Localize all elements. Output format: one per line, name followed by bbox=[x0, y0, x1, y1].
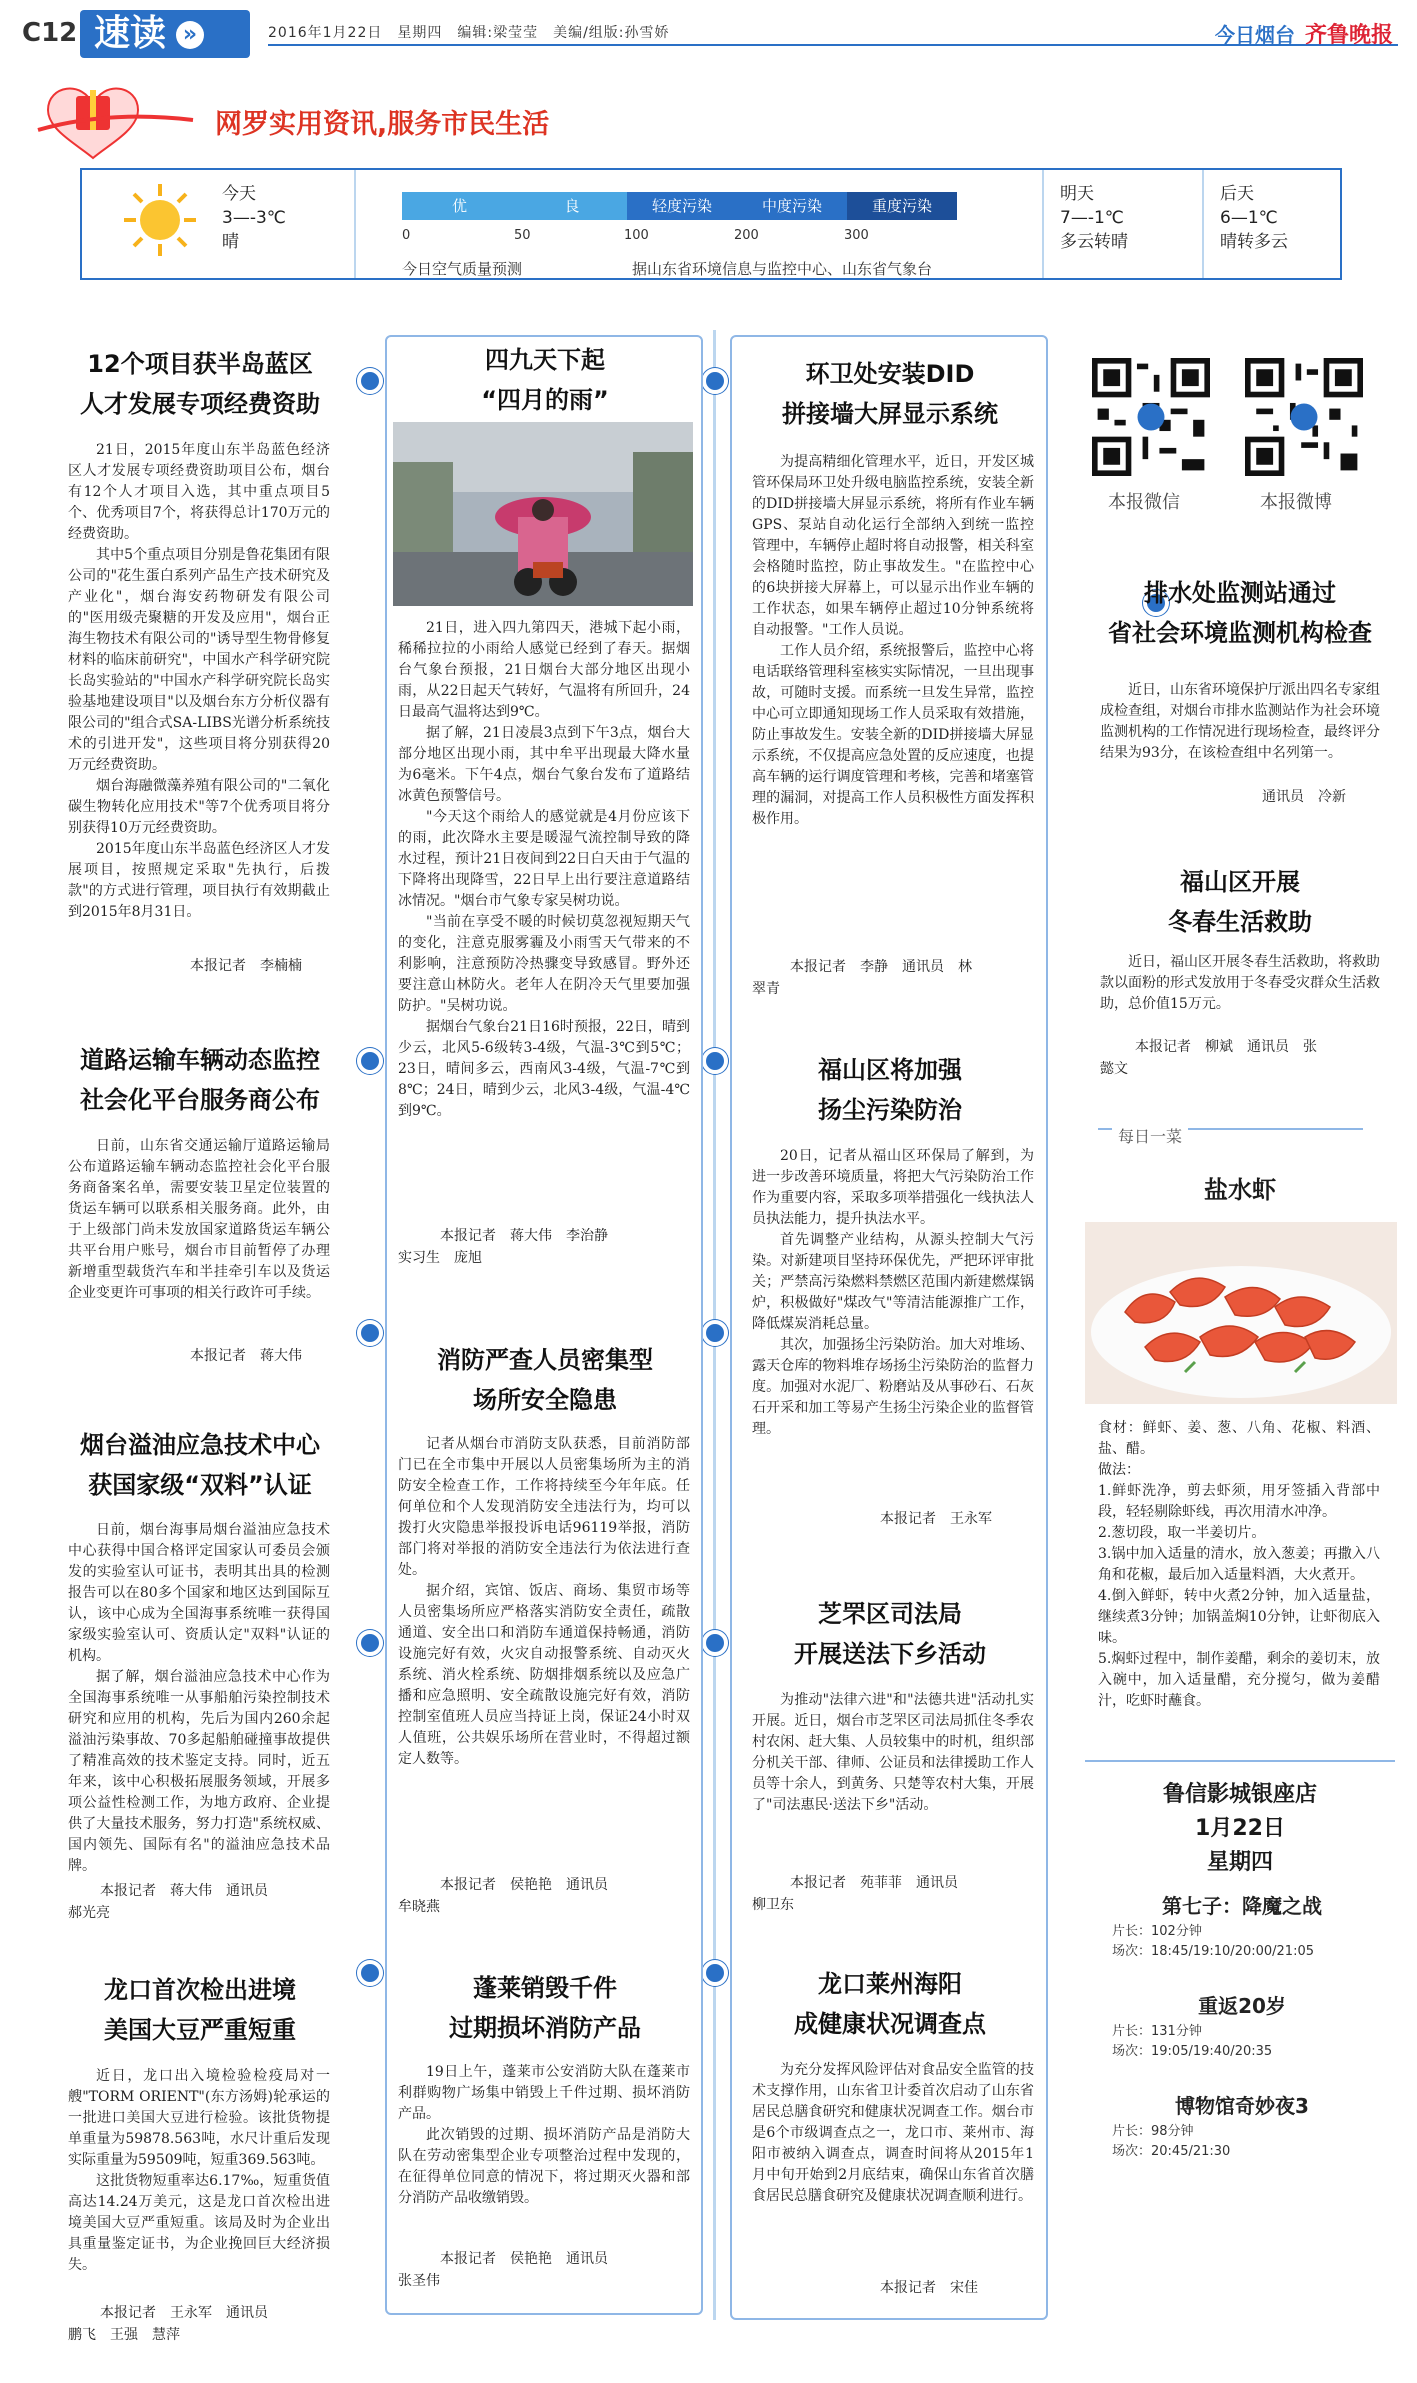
aqi-num: 100 bbox=[624, 228, 649, 243]
byline: 柳卫东 bbox=[752, 1897, 794, 1913]
weibo-qr-code bbox=[1245, 358, 1363, 476]
weather-divider bbox=[1202, 170, 1204, 278]
aqi-bar-light: 轻度污染 bbox=[627, 192, 737, 220]
cinema-rule bbox=[1085, 1760, 1395, 1762]
film-length: 片长：131分钟 bbox=[1112, 2024, 1202, 2039]
dish-step: 1.鲜虾洗净，剪去虾须，用牙签插入背部中段，轻轻剔除虾线，再次用清水冲净。 bbox=[1098, 1483, 1380, 1520]
byline: 本报记者 蒋大伟 李治静 bbox=[440, 1228, 608, 1244]
today-weather bbox=[222, 182, 286, 290]
aqi-bar-good: 良 bbox=[517, 192, 627, 220]
headline: 芝罘区司法局 开展送法下乡活动 bbox=[794, 1600, 986, 1668]
heart-gift-icon bbox=[28, 70, 198, 160]
shrimp-photo bbox=[1085, 1222, 1397, 1404]
headline: 龙口首次检出进境 美国大豆严重短重 bbox=[104, 1976, 296, 2044]
timeline-dot bbox=[702, 1960, 728, 1986]
issue-info: 2016年1月22日 星期四 编辑:梁莹莹 美编/组版:孙雪娇 bbox=[268, 25, 670, 41]
byline: 实习生 庞旭 bbox=[398, 1250, 482, 1266]
film-title: 博物馆奇妙夜3 bbox=[1175, 2094, 1309, 2118]
aqi-num: 200 bbox=[734, 228, 759, 243]
byline: 本报记者 蒋大伟 通讯员 bbox=[100, 1883, 268, 1899]
timeline-dot bbox=[702, 1320, 728, 1346]
after-label: 后天 bbox=[1220, 184, 1254, 204]
header-right bbox=[1215, 18, 1393, 49]
film-item bbox=[1112, 1990, 1372, 2062]
aqi-num: 50 bbox=[514, 228, 531, 243]
headline: 四九天下起 “四月的雨” bbox=[481, 346, 609, 414]
rain-photo bbox=[393, 422, 693, 606]
headline: 福山区将加强 扬尘污染防治 bbox=[818, 1056, 962, 1124]
tomorrow-label: 明天 bbox=[1060, 184, 1094, 204]
cinema-weekday: 星期四 bbox=[1206, 1850, 1273, 1875]
headline: 烟台溢油应急技术中心 获国家级“双料”认证 bbox=[80, 1431, 320, 1499]
headline: 蓬莱销毁千件 过期损坏消防产品 bbox=[449, 1974, 641, 2042]
weather-divider bbox=[1042, 170, 1044, 278]
byline: 本报记者 李楠楠 bbox=[190, 958, 302, 974]
film-title: 重返20岁 bbox=[1198, 1994, 1286, 2018]
section-logo bbox=[80, 10, 250, 58]
today-label: 今天 bbox=[222, 184, 256, 204]
edition-label: 今日烟台 bbox=[1214, 23, 1295, 47]
aqi-bar-heavy: 重度污染 bbox=[847, 192, 957, 220]
byline: 懿文 bbox=[1100, 1061, 1128, 1077]
dish-step: 3.锅中加入适量的清水，放入葱姜；再撒入八角和花椒，最后加入适量料酒，大火煮开。 bbox=[1098, 1546, 1380, 1583]
dish-recipe bbox=[1098, 1418, 1380, 1712]
today-temp: 3—-3℃ bbox=[222, 208, 286, 228]
section-name: 速读 bbox=[94, 13, 167, 54]
timeline-dot bbox=[357, 1960, 383, 1986]
weather-divider bbox=[354, 170, 356, 278]
paper-name: 齐鲁晚报 bbox=[1304, 23, 1393, 48]
byline: 本报记者 蒋大伟 bbox=[190, 1348, 302, 1364]
film-length: 片长：98分钟 bbox=[1112, 2124, 1194, 2139]
article-body: 近日，福山区开展冬春生活救助，将救助款以面粉的形式发放用于冬春受灾群众生活救助，总价值15万元。 bbox=[1100, 954, 1380, 1012]
byline: 本报记者 侯艳艳 通讯员 bbox=[440, 2251, 608, 2267]
byline: 鹏飞 王强 慧萍 bbox=[68, 2327, 180, 2343]
aqi-num: 0 bbox=[402, 228, 411, 243]
aqi-scale bbox=[402, 192, 962, 278]
after-desc: 晴转多云 bbox=[1220, 232, 1288, 252]
sun-icon bbox=[122, 182, 198, 258]
byline: 牟晓燕 bbox=[398, 1899, 440, 1915]
wechat-qr-code bbox=[1092, 358, 1210, 476]
article-body: 近日，龙口出入境检验检疫局对一艘"TORM ORIENT"(东方汤姆)轮承运的一批进口美国大豆进行检验。该批货物提单重量为59878.563吨，水尺计重后发现实际重量为59509吨，短重369.563吨。 这批货物短重率达6.17‰，短重货值高达14.24万美元，这是龙口首次检出进境美国大豆严重短重。该局及时为企业出具重量鉴定证书，为企业挽回巨大经济损失。 bbox=[68, 2068, 330, 2273]
article-body: 日前，山东省交通运输厅道路运输局公布道路运输车辆动态监控社会化平台服务商备案名单，需要安装卫星定位装置的货运车辆可以联系相关服务商。此外，由于上级部门尚未发放国家道路货运车辆公共平台用户账号，烟台市目前暂停了办理新增重型载货汽车和半挂牵引车以及货运企业变更许可事项的相关行政许可手续。 bbox=[68, 1138, 330, 1301]
wechat-label: 本报微信 bbox=[1108, 492, 1180, 513]
article-body: 19日上午，蓬莱市公安消防大队在蓬莱市利群购物广场集中销毁上千件过期、损坏消防产品。 此次销毁的过期、损坏消防产品是消防大队在劳动密集型企业专项整治过程中发现的，在征得单位同意的情况下，将过期灭火器和部分消防产品收缴销毁。 bbox=[398, 2064, 690, 2206]
aqi-num: 300 bbox=[844, 228, 869, 243]
weather-panel bbox=[80, 168, 1342, 280]
byline: 本报记者 王永军 bbox=[880, 1511, 992, 1527]
headline: 龙口莱州海阳 成健康状况调查点 bbox=[794, 1970, 986, 2038]
tomorrow-weather bbox=[1060, 182, 1128, 290]
dish-name: 盐水虾 bbox=[1204, 1176, 1276, 1204]
weibo-label: 本报微博 bbox=[1260, 492, 1332, 513]
after-temp: 6—1℃ bbox=[1220, 208, 1278, 228]
double-chevron-icon: » bbox=[176, 21, 204, 49]
today-desc: 晴 bbox=[222, 232, 239, 252]
article-body: 日前，烟台海事局烟台溢油应急技术中心获得中国合格评定国家认可委员会颁发的实验室认可证书，表明其出具的检测报告可以在80多个国家和地区达到国际互认，该中心成为全国海事系统唯一获得国家级实验室认可、资质认定"双料"认证的机构。 据了解，烟台溢油应急技术中心作为全国海事系统唯一从事船舶污染控制技术研究和应用的机构，先后为国内260余起溢油污染事故、70多起船舶碰撞事故提供了精准高效的技术鉴定支持。同时，近五年来，该中心积极拓展服务领域，开展多项公益性检测工作，为地方政府、企业提供了大量技术服务，努力打造"系统权威、国内领先、国际有名"的溢油应急技术品牌。 bbox=[68, 1522, 330, 1874]
headline: 福山区开展 冬春生活救助 bbox=[1168, 868, 1312, 936]
dish-ingredients: 食材：鲜虾、姜、葱、八角、花椒、料酒、盐、醋。 bbox=[1098, 1420, 1380, 1457]
film-times: 场次：18:45/19:10/20:00/21:05 bbox=[1112, 1944, 1314, 1959]
slogan: 网罗实用资讯,服务市民生活 bbox=[215, 109, 550, 140]
byline: 本报记者 侯艳艳 通讯员 bbox=[440, 1877, 608, 1893]
article-body: 为推动"法律六进"和"法德共进"活动扎实开展。近日，烟台市芝罘区司法局抓住冬季农村农闲、赶大集、人员较集中的时机，组织部分机关干部、律师、公证员和法律援助工作人员等十余人，到黄务、只楚等农村大集，开展了"司法惠民·送法下乡"活动。 bbox=[752, 1692, 1034, 1813]
byline: 本报记者 柳斌 通讯员 张 bbox=[1135, 1039, 1317, 1055]
byline: 张圣伟 bbox=[398, 2273, 440, 2289]
article-body: 20日，记者从福山区环保局了解到，为进一步改善环境质量，将把大气污染防治工作作为重要内容，采取多项举措强化一线执法人员执法能力，提升执法水平。 首先调整产业结构，从源头控制大气污染。对新建项目坚持环保优先，严把环评审批关；严禁高污染燃料禁燃区范围内新建燃煤锅炉，积极做好"煤改气"等清洁能源推广工作，降低煤炭消耗总量。 其次，加强扬尘污染防治。加大对堆场、露天仓库的物料堆存场扬尘污染防治的监督力度。加强对水泥厂、粉磨站及从事砂石、石灰石开采和加工等易产生扬尘污染企业的监督管理。 bbox=[752, 1148, 1034, 1437]
film-times: 场次：19:05/19:40/20:35 bbox=[1112, 2044, 1273, 2059]
article-body: 记者从烟台市消防支队获悉，目前消防部门已在全市集中开展以人员密集场所为主的消防安全检查工作，工作将持续至今年年底。任何单位和个人发现消防安全违法行为，均可以拨打火灾隐患举报投诉电话96119举报，消防部门将对举报的消防安全违法行为依法进行查处。 据介绍，宾馆、饭店、商场、集贸市场等人员密集场所应严格落实消防安全责任，疏散通道、安全出口和消防车通道保持畅通，消防设施完好有效，火灾自动报警系统、自动灭火系统、消火栓系统、防烟排烟系统以及应急广播和应急照明、安全疏散设施完好有效，消防控制室值班人员应当持证上岗，保证24小时双人值班，公共娱乐场所在营业时，不得超过额定人数等。 bbox=[398, 1436, 690, 1767]
film-length: 片长：102分钟 bbox=[1112, 1924, 1202, 1939]
article-body: 21日，2015年度山东半岛蓝色经济区人才发展专项经费资助项目公布，烟台有12个人才项目入选，其中重点项目5个、优秀项目7个，将获得总计170万元的经费资助。 其中5个重点项目分别是鲁花集团有限公司的"花生蛋白系列产品生产技术研究及产业化"，烟台海安药物研发有限公司的"医用级壳聚糖的开发及应用"，烟台正海生物技术有限公司的"诱导型生物骨修复材料的临床前研究"，中国水产科学研究院长岛实验站的"中国水产科学研究院长岛实验基地建设项目"以及烟台东方分析仪器有限公司的"组合式SA-LIBS光谱分析系统技术的引进开发"，这些项目将分别获得20万元经费资助。 烟台海融微藻养殖有限公司的"二氧化碳生物转化应用技术"等7个优秀项目将分别获得10万元经费资助。 2015年度山东半岛蓝色经济区人才发展项目，按照规定采取"先执行，后拨款"的方式进行管理，项目执行有效期截止到2015年8月31日。 bbox=[68, 442, 330, 920]
timeline-dot bbox=[702, 368, 728, 394]
timeline-dot bbox=[357, 1630, 383, 1656]
dish-step: 4.倒入鲜虾，转中火煮2分钟，加入适量盐，继续煮3分钟；加锅盖焖10分钟，让虾彻底入味。 bbox=[1098, 1588, 1380, 1646]
byline: 通讯员 冷新 bbox=[1262, 789, 1346, 805]
article-body: 为充分发挥风险评估对食品安全监管的技术支撑作用，山东省卫计委首次启动了山东省居民总膳食研究和健康状况调查工作。烟台市是6个市级调查点之一，龙口市、莱州市、海阳市被纳入调查点，调查时间将从2015年1月中旬开始到2月底结束，确保山东省首次膳食居民总膳食研究及健康状况调查顺利进行。 bbox=[752, 2062, 1034, 2204]
timeline-dot bbox=[702, 1048, 728, 1074]
tomorrow-desc: 多云转晴 bbox=[1060, 232, 1128, 252]
aqi-forecast: 今日空气质量预测 bbox=[402, 260, 523, 278]
page-number: C12 bbox=[22, 18, 78, 48]
headline: 消防严查人员密集型 场所安全隐患 bbox=[437, 1346, 653, 1414]
film-times: 场次：20:45/21:30 bbox=[1112, 2144, 1231, 2159]
aqi-bar-excellent: 优 bbox=[402, 192, 517, 220]
timeline-dot bbox=[357, 1320, 383, 1346]
headline: 道路运输车辆动态监控 社会化平台服务商公布 bbox=[80, 1046, 320, 1114]
dish-tag: 每日一菜 bbox=[1112, 1124, 1188, 1147]
article-body: 近日，山东省环境保护厅派出四名专家组成检查组，对烟台市排水监测站作为社会环境监测机构的工作情况进行现场检查，最终评分结果为93分，在该检查组中名列第一。 bbox=[1100, 682, 1380, 761]
headline: 12个项目获半岛蓝区 人才发展专项经费资助 bbox=[80, 350, 320, 418]
tomorrow-temp: 7—-1℃ bbox=[1060, 208, 1124, 228]
cinema-name: 鲁信影城银座店 bbox=[1162, 1782, 1317, 1807]
headline: 环卫处安装DID 拼接墙大屏显示系统 bbox=[782, 360, 998, 428]
cinema-date: 1月22日 bbox=[1195, 1816, 1285, 1841]
film-item bbox=[1112, 2090, 1372, 2162]
timeline-dot bbox=[357, 1048, 383, 1074]
byline: 本报记者 王永军 通讯员 bbox=[100, 2305, 268, 2321]
aqi-source: 据山东省环境信息与监控中心、山东省气象台 bbox=[632, 260, 933, 278]
dish-step: 2.葱切段，取一半姜切片。 bbox=[1098, 1525, 1266, 1541]
dish-step: 5.焖虾过程中，制作姜醋，剩余的姜切末，放入碗中，加入适量醋，充分搅匀，做为姜醋汁，吃虾时蘸食。 bbox=[1098, 1651, 1380, 1709]
byline: 郝光亮 bbox=[68, 1905, 110, 1921]
byline: 本报记者 宋佳 bbox=[880, 2280, 978, 2296]
article-body: 21日，进入四九第四天，港城下起小雨，稀稀拉拉的小雨给人感觉已经到了春天。据烟台气象台预报，21日烟台大部分地区出现小雨，从22日起天气转好，气温将有所回升，24日最高气温将达到9℃。 据了解，21日凌晨3点到下午3点，烟台大部分地区出现小雨，其中牟平出现最大降水量为6毫米。下午4点，烟台气象台发布了道路结冰黄色预警信号。 "今天这个雨给人的感觉就是4月份应该下的雨，此次降水主要是暖湿气流控制导致的降水过程，预计21日夜间到22日白天由于气温的下降将出现降雪，22日早上出行要注意道路结冰情况。"烟台市气象专家吴树功说。 "当前在享受不暖的时候切莫忽视短期天气的变化，注意克服雾霾及小雨雪天气带来的不利影响，注意预防冷热骤变导致感冒。野外还要注意山林防火。老年人在阴冷天气里要加强防护。"吴树功说。 据烟台气象台21日16时预报，22日，晴到少云，北风5-6级转3-4级，气温-3℃到5℃；23日，晴间多云，西南风3-4级，气温-7℃到8℃；24日，晴到少云，北风3-4级，气温-4℃到9℃。 bbox=[398, 620, 690, 1119]
timeline-dot bbox=[702, 1630, 728, 1656]
byline: 本报记者 苑菲菲 通讯员 bbox=[790, 1875, 958, 1891]
byline: 翠青 bbox=[752, 981, 780, 997]
cinema-header bbox=[1085, 1778, 1395, 1880]
film-title: 第七子：降魔之战 bbox=[1162, 1894, 1322, 1918]
article-body: 为提高精细化管理水平，近日，开发区城管环保局环卫处升级电脑监控系统，安装全新的DID拼接墙大屏显示系统，将所有作业车辆GPS、泵站自动化运行全部纳入到统一监控管理中，车辆停止超时将自动报警，相关科室会格随时监控，防止事故发生。"在监控中心的6块拼接大屏幕上，可以显示出作业车辆的工作状态，如果车辆停止超过10分钟系统将自动报警。"工作人员说。 工作人员介绍，系统报警后，监控中心将电话联络管理科室核实实际情况，一旦出现事故，可随时支援。而系统一旦发生异常，监控中心可立即通知现场工作人员采取有效措施，防止事故发生。安装全新的DID拼接墙大屏显示系统，不仅提高应急处置的反应速度，也提高车辆的运行调度管理和考核，完善和堵塞管理的漏洞，对提高工作人员积极性方面发挥积极作用。 bbox=[752, 454, 1034, 827]
byline: 本报记者 李静 通讯员 林 bbox=[790, 959, 972, 975]
headline: 排水处监测站通过 省社会环境监测机构检查 bbox=[1108, 579, 1372, 647]
after-weather bbox=[1220, 182, 1288, 290]
timeline-dot bbox=[357, 368, 383, 394]
aqi-bar-moderate: 中度污染 bbox=[737, 192, 847, 220]
film-item bbox=[1112, 1890, 1372, 1962]
dish-method-label: 做法： bbox=[1098, 1462, 1140, 1478]
